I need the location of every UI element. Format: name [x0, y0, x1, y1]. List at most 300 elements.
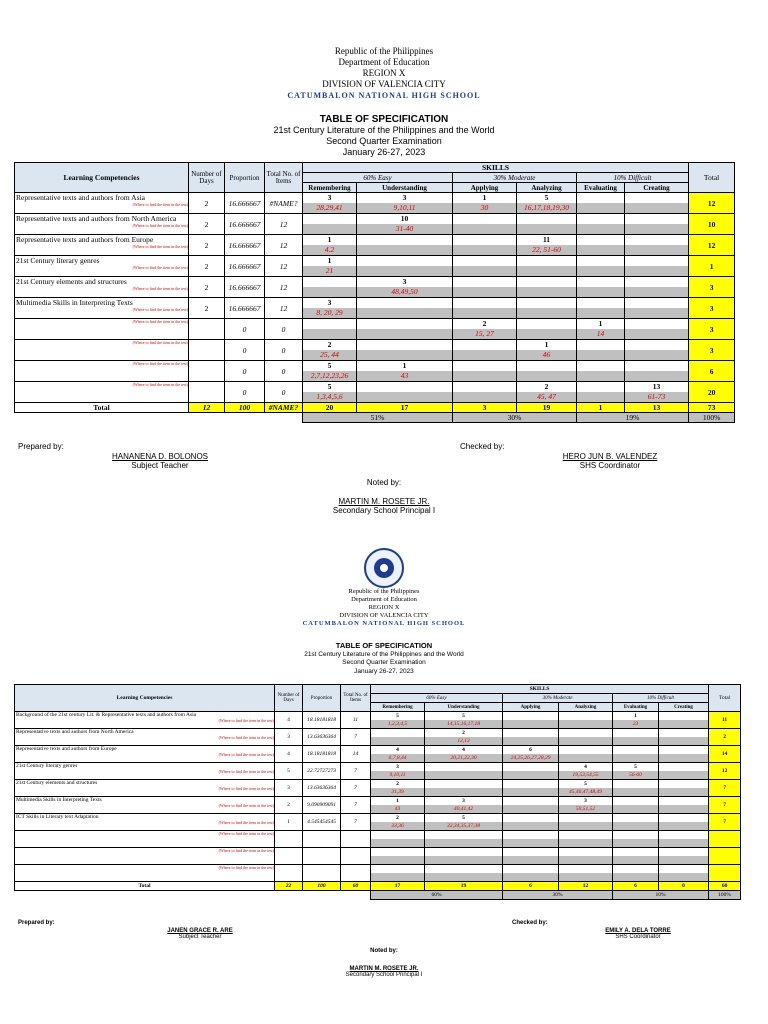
- skill-count: [659, 763, 708, 771]
- skill-count: [357, 319, 452, 329]
- skill-cell-rem: [303, 298, 357, 319]
- skill-item-numbers: [371, 856, 424, 864]
- skill-item-numbers: [577, 203, 624, 213]
- skill-cell-eva: [613, 797, 659, 814]
- col-header-moderate: 30% Moderate: [453, 173, 577, 183]
- skill-count: 6: [529, 747, 532, 753]
- items-cell: 12: [265, 298, 303, 319]
- skill-item-numbers: 25, 44: [303, 350, 356, 360]
- skill-cell-und: [357, 256, 453, 277]
- skill-count: [517, 277, 576, 287]
- skill-cell-rem: [371, 865, 425, 882]
- skill-item-numbers: [357, 392, 452, 402]
- checked-label: Checked by:: [460, 442, 505, 451]
- skill-count: [659, 797, 708, 805]
- skill-count: 5: [634, 764, 637, 770]
- skill-item-numbers: [559, 737, 612, 745]
- skill-count: 5: [396, 713, 399, 719]
- items-cell: [341, 865, 371, 882]
- skill-item-numbers: 32,34,35,37,38: [425, 822, 502, 830]
- skill-count: [517, 361, 576, 371]
- skill-item-numbers: [425, 856, 502, 864]
- skill-cell-app: [503, 712, 559, 729]
- skill-item-numbers: 1,3,4,5,6: [303, 392, 356, 402]
- skill-cell-app: [453, 298, 517, 319]
- skill-item-numbers: [577, 245, 624, 255]
- skill-item-numbers: 45,46,47,48,49: [559, 788, 612, 796]
- col-header-days: Number of Days: [275, 685, 303, 712]
- skill-cell-app: [503, 797, 559, 814]
- noted-block: [304, 966, 464, 978]
- table-row: [15, 780, 741, 797]
- days-cell: 3: [275, 729, 303, 746]
- col-header-skills: SKILLS: [371, 685, 709, 694]
- skill-count: [503, 848, 558, 856]
- competency-cell: [15, 340, 189, 361]
- skill-cell-cre: [659, 780, 709, 797]
- col-header-easy: 60% Easy: [303, 173, 453, 183]
- days-cell: [275, 848, 303, 865]
- header-department: Department of Education: [338, 57, 430, 67]
- prepared-label: Prepared by:: [18, 442, 64, 451]
- skill-item-numbers: [503, 720, 558, 728]
- days-cell: 2: [189, 193, 225, 214]
- skill-item-numbers: 56-60: [613, 771, 658, 779]
- skill-count: [357, 340, 452, 350]
- noted-role: Secondary School Principal I: [345, 972, 423, 978]
- skill-cell-cre: [659, 746, 709, 763]
- skill-cell-ana: [517, 235, 577, 256]
- days-cell: [275, 831, 303, 848]
- skill-count: [503, 712, 558, 720]
- item-location-note: (Where to find the item in the test): [218, 820, 274, 825]
- col-header-app: Applying: [453, 183, 517, 193]
- skill-count: 3: [327, 193, 332, 202]
- skill-cell-und: [425, 712, 503, 729]
- header-region: REGION X: [368, 604, 400, 611]
- prepared-role: Subject Teacher: [131, 461, 189, 470]
- skill-item-numbers: 61-73: [625, 392, 688, 402]
- skill-cell-und: [425, 746, 503, 763]
- row-total-cell: 7: [709, 780, 741, 797]
- total-ana: 19: [517, 403, 577, 413]
- noted-name: MARTIN M. ROSETE JR.: [349, 966, 419, 972]
- col-header-rem: Remembering: [371, 703, 425, 712]
- percent-easy: 51%: [303, 413, 453, 423]
- row-total-cell: [709, 831, 741, 848]
- skill-cell-rem: [303, 277, 357, 298]
- proportion-cell: 22.72727273: [303, 763, 341, 780]
- skill-cell-und: [425, 780, 503, 797]
- items-cell: 7: [341, 729, 371, 746]
- skill-count: [577, 361, 624, 371]
- row-total-cell: 11: [709, 712, 741, 729]
- doc-title-1: [0, 114, 768, 158]
- noted-role: Secondary School Principal I: [332, 506, 436, 515]
- skill-item-numbers: [577, 266, 624, 276]
- total-rem: 17: [371, 882, 425, 891]
- skill-count: [303, 214, 356, 224]
- competency-cell: [15, 831, 275, 848]
- skill-count: [625, 256, 688, 266]
- days-cell: 4: [275, 746, 303, 763]
- table-row: [15, 235, 735, 256]
- percent-easy: 60%: [371, 891, 503, 900]
- skill-item-numbers: [559, 839, 612, 847]
- skill-cell-und: [425, 797, 503, 814]
- competency-text: 21st Century literary genres: [16, 763, 78, 769]
- deped-seal-icon: [364, 548, 404, 588]
- proportion-cell: 0: [225, 340, 265, 361]
- skill-count: 5: [327, 361, 332, 370]
- skill-count: [625, 298, 688, 308]
- skill-cell-rem: [303, 193, 357, 214]
- competency-cell: [15, 235, 189, 256]
- item-location-note: (Where to find the item in the test): [218, 752, 274, 757]
- total-app: 3: [453, 403, 517, 413]
- skill-cell-und: [357, 382, 453, 403]
- col-header-total: Total: [709, 685, 741, 712]
- competency-cell: [15, 848, 275, 865]
- skill-count: [613, 814, 658, 822]
- prepared-role: Subject Teacher: [178, 934, 222, 940]
- items-cell: 14: [341, 746, 371, 763]
- row-total-cell: 10: [689, 214, 735, 235]
- doc-title-2: [0, 642, 768, 676]
- skill-cell-und: [425, 831, 503, 848]
- competency-text: 21st Century literary genres: [16, 256, 100, 265]
- skill-count: 4: [462, 747, 465, 753]
- skill-item-numbers: [303, 329, 356, 339]
- items-cell: [341, 831, 371, 848]
- skill-item-numbers: [303, 224, 356, 234]
- competency-cell: [15, 729, 275, 746]
- skill-item-numbers: [503, 822, 558, 830]
- skill-cell-und: [425, 763, 503, 780]
- skill-cell-rem: [303, 340, 357, 361]
- days-cell: [189, 319, 225, 340]
- skill-cell-eva: [613, 712, 659, 729]
- row-total-cell: 7: [709, 797, 741, 814]
- skill-count: [559, 746, 612, 754]
- skill-item-numbers: [503, 771, 558, 779]
- skill-cell-und: [357, 298, 453, 319]
- total-app: 6: [503, 882, 559, 891]
- grand-total: 60: [709, 882, 741, 891]
- skill-cell-eva: [577, 256, 625, 277]
- competency-cell: [15, 763, 275, 780]
- skill-count: [425, 780, 502, 788]
- skill-item-numbers: 22, 51-60: [517, 245, 576, 255]
- col-header-ana: Analyzing: [517, 183, 577, 193]
- col-header-easy: 60% Easy: [371, 694, 503, 703]
- skill-item-numbers: [517, 308, 576, 318]
- days-cell: 2: [275, 797, 303, 814]
- checked-role: SHS Coordinator: [615, 934, 661, 940]
- col-header-items: Total No. of Items: [265, 163, 303, 193]
- col-header-und: Understanding: [425, 703, 503, 712]
- skill-count: 3: [462, 798, 465, 804]
- prepared-label: Prepared by:: [18, 920, 55, 926]
- col-header-proportion: Proportion: [225, 163, 265, 193]
- item-location-note: (Where to find the item in the test): [132, 361, 188, 366]
- row-total-cell: 14: [709, 746, 741, 763]
- total-days: 12: [189, 403, 225, 413]
- skill-count: 3: [327, 298, 332, 307]
- tos-table-2: [14, 684, 741, 900]
- skill-cell-cre: [659, 831, 709, 848]
- skill-item-numbers: [371, 839, 424, 847]
- col-header-skills: SKILLS: [303, 163, 689, 173]
- competency-text: Background of the 21st century Lit. & Representative texts and authors from Asia: [16, 712, 197, 718]
- days-cell: 2: [189, 298, 225, 319]
- row-total-cell: [709, 865, 741, 882]
- skill-count: 1: [544, 340, 549, 349]
- skill-item-numbers: [559, 720, 612, 728]
- skill-count: [453, 214, 516, 224]
- skill-count: [517, 256, 576, 266]
- tos-table-1-body: [15, 163, 735, 423]
- skill-count: [425, 763, 502, 771]
- competency-cell: [15, 865, 275, 882]
- table-row: [15, 865, 741, 882]
- skill-count: [577, 340, 624, 350]
- skill-cell-rem: [371, 780, 425, 797]
- skill-item-numbers: 24,25,26,27,28,29: [503, 754, 558, 762]
- skill-cell-cre: [625, 214, 689, 235]
- skill-cell-app: [453, 382, 517, 403]
- skill-count: [577, 256, 624, 266]
- skill-cell-rem: [371, 848, 425, 865]
- skill-count: [503, 831, 558, 839]
- skill-count: [371, 848, 424, 856]
- total-label: Total: [15, 882, 275, 891]
- proportion-cell: [303, 831, 341, 848]
- skill-cell-app: [503, 746, 559, 763]
- skill-item-numbers: [503, 737, 558, 745]
- skill-cell-app: [503, 814, 559, 831]
- proportion-cell: 4.545454545: [303, 814, 341, 831]
- skill-cell-cre: [625, 361, 689, 382]
- skill-item-numbers: [625, 266, 688, 276]
- skill-count: [453, 361, 516, 371]
- col-header-cre: Creating: [625, 183, 689, 193]
- percent-moderate: 30%: [453, 413, 577, 423]
- skill-item-numbers: 2,7,12,23,26: [303, 371, 356, 381]
- date: January 26-27, 2023: [342, 147, 426, 157]
- skill-count: [517, 319, 576, 329]
- skill-count: [559, 831, 612, 839]
- skill-count: [303, 319, 356, 329]
- table-row: [15, 277, 735, 298]
- skill-cell-app: [453, 193, 517, 214]
- skill-cell-app: [503, 780, 559, 797]
- competency-cell: [15, 780, 275, 797]
- skill-item-numbers: [357, 245, 452, 255]
- skill-cell-app: [453, 361, 517, 382]
- skill-item-numbers: [517, 329, 576, 339]
- skill-cell-und: [425, 729, 503, 746]
- row-total-cell: 1: [689, 256, 735, 277]
- items-cell: #NAME?: [265, 193, 303, 214]
- total-label: Total: [15, 403, 189, 413]
- skill-count: [577, 214, 624, 224]
- header-department: Department of Education: [351, 596, 417, 603]
- skill-cell-rem: [303, 382, 357, 403]
- skill-cell-cre: [659, 729, 709, 746]
- table-row: [15, 763, 741, 780]
- skill-cell-eva: [613, 746, 659, 763]
- total-prop: 100: [303, 882, 341, 891]
- skill-cell-und: [357, 340, 453, 361]
- days-cell: [189, 382, 225, 403]
- skill-cell-cre: [625, 298, 689, 319]
- competency-text: 21st Century elements and structures: [16, 780, 98, 786]
- skill-count: [503, 797, 558, 805]
- skill-cell-rem: [371, 746, 425, 763]
- skill-cell-cre: [659, 763, 709, 780]
- days-cell: [275, 865, 303, 882]
- skill-count: [625, 361, 688, 371]
- competency-text: Representative texts and authors from Europe: [16, 235, 154, 244]
- skill-count: [659, 729, 708, 737]
- skill-item-numbers: 15, 27: [453, 329, 516, 339]
- skill-cell-eva: [577, 340, 625, 361]
- col-header-difficult: 10% Difficult: [577, 173, 689, 183]
- skill-item-numbers: [613, 839, 658, 847]
- skill-item-numbers: [517, 371, 576, 381]
- competency-cell: [15, 277, 189, 298]
- prepared-block: [90, 452, 230, 470]
- skill-item-numbers: [453, 287, 516, 297]
- percent-difficult: 19%: [577, 413, 689, 423]
- skill-count: 3: [396, 764, 399, 770]
- competency-cell: [15, 797, 275, 814]
- skill-count: 5: [584, 781, 587, 787]
- skill-count: 2: [462, 730, 465, 736]
- skill-item-numbers: [613, 822, 658, 830]
- skill-count: [625, 214, 688, 224]
- col-header-rem: Remembering: [303, 183, 357, 193]
- total-cre: 0: [659, 882, 709, 891]
- skill-cell-ana: [559, 797, 613, 814]
- items-cell: 7: [341, 780, 371, 797]
- header-republic: Republic of the Philippines: [348, 588, 420, 595]
- row-total-cell: 7: [709, 814, 741, 831]
- table-row: [15, 340, 735, 361]
- skill-item-numbers: [425, 839, 502, 847]
- skill-cell-und: [357, 277, 453, 298]
- skill-cell-eva: [613, 780, 659, 797]
- skill-item-numbers: [577, 371, 624, 381]
- skill-item-numbers: [357, 266, 452, 276]
- skill-cell-eva: [577, 277, 625, 298]
- table-row: [15, 193, 735, 214]
- header-school: CATUMBALON NATIONAL HIGH SCHOOL: [287, 91, 481, 100]
- skill-count: 2: [396, 781, 399, 787]
- skill-cell-ana: [559, 763, 613, 780]
- skill-item-numbers: [659, 805, 708, 813]
- skill-item-numbers: [503, 856, 558, 864]
- percent-total: 100%: [689, 413, 735, 423]
- skill-item-numbers: [577, 224, 624, 234]
- skill-cell-cre: [625, 340, 689, 361]
- item-location-note: (Where to find the item in the test): [132, 307, 188, 312]
- skill-item-numbers: 33,36: [371, 822, 424, 830]
- skill-cell-ana: [559, 729, 613, 746]
- proportion-cell: 16.666667: [225, 193, 265, 214]
- skill-count: [613, 729, 658, 737]
- skill-item-numbers: [613, 856, 658, 864]
- row-total-cell: 3: [689, 340, 735, 361]
- item-location-note: (Where to find the item in the test): [218, 831, 274, 836]
- skill-item-numbers: [453, 266, 516, 276]
- item-location-note: (Where to find the item in the test): [132, 340, 188, 345]
- skill-count: [303, 277, 356, 287]
- skill-cell-rem: [371, 712, 425, 729]
- skill-cell-ana: [517, 193, 577, 214]
- skill-cell-cre: [625, 382, 689, 403]
- row-total-cell: 12: [709, 763, 741, 780]
- competency-cell: [15, 256, 189, 277]
- total-eva: 6: [613, 882, 659, 891]
- skill-count: [453, 298, 516, 308]
- skill-count: [453, 340, 516, 350]
- skill-item-numbers: [453, 245, 516, 255]
- item-location-note: (Where to find the item in the test): [218, 769, 274, 774]
- skill-cell-rem: [303, 256, 357, 277]
- skill-count: [577, 382, 624, 392]
- skill-cell-ana: [559, 712, 613, 729]
- exam: Second Quarter Examination: [326, 136, 442, 146]
- days-cell: 4: [275, 712, 303, 729]
- skill-item-numbers: 21: [303, 266, 356, 276]
- item-location-note: (Where to find the item in the test): [218, 865, 274, 870]
- skill-cell-und: [357, 214, 453, 235]
- skill-cell-cre: [659, 814, 709, 831]
- skill-count: [357, 382, 452, 392]
- col-header-days: Number of Days: [189, 163, 225, 193]
- row-total-cell: 6: [689, 361, 735, 382]
- skill-item-numbers: [453, 371, 516, 381]
- skill-item-numbers: [559, 822, 612, 830]
- row-total-cell: 12: [689, 193, 735, 214]
- header-school: CATUMBALON NATIONAL HIGH SCHOOL: [302, 620, 466, 627]
- total-days: 22: [275, 882, 303, 891]
- skill-count: 4: [396, 747, 399, 753]
- skill-count: [425, 831, 502, 839]
- table-row: [15, 382, 735, 403]
- skill-count: [503, 814, 558, 822]
- items-cell: 0: [265, 340, 303, 361]
- items-cell: 12: [265, 214, 303, 235]
- skill-count: 5: [462, 815, 465, 821]
- skill-count: [503, 780, 558, 788]
- competency-text: Representative texts and authors from Asia: [16, 193, 145, 202]
- skill-cell-ana: [517, 340, 577, 361]
- skill-count: [625, 277, 688, 287]
- skill-cell-eva: [613, 814, 659, 831]
- tos-table-2-body: [15, 685, 741, 900]
- skill-item-numbers: [659, 856, 708, 864]
- proportion-cell: [303, 848, 341, 865]
- col-header-app: Applying: [503, 703, 559, 712]
- skill-item-numbers: [613, 873, 658, 881]
- skill-item-numbers: [357, 308, 452, 318]
- item-location-note: (Where to find the item in the test): [132, 319, 188, 324]
- skill-item-numbers: 31-40: [357, 224, 452, 234]
- total-row: [15, 882, 741, 891]
